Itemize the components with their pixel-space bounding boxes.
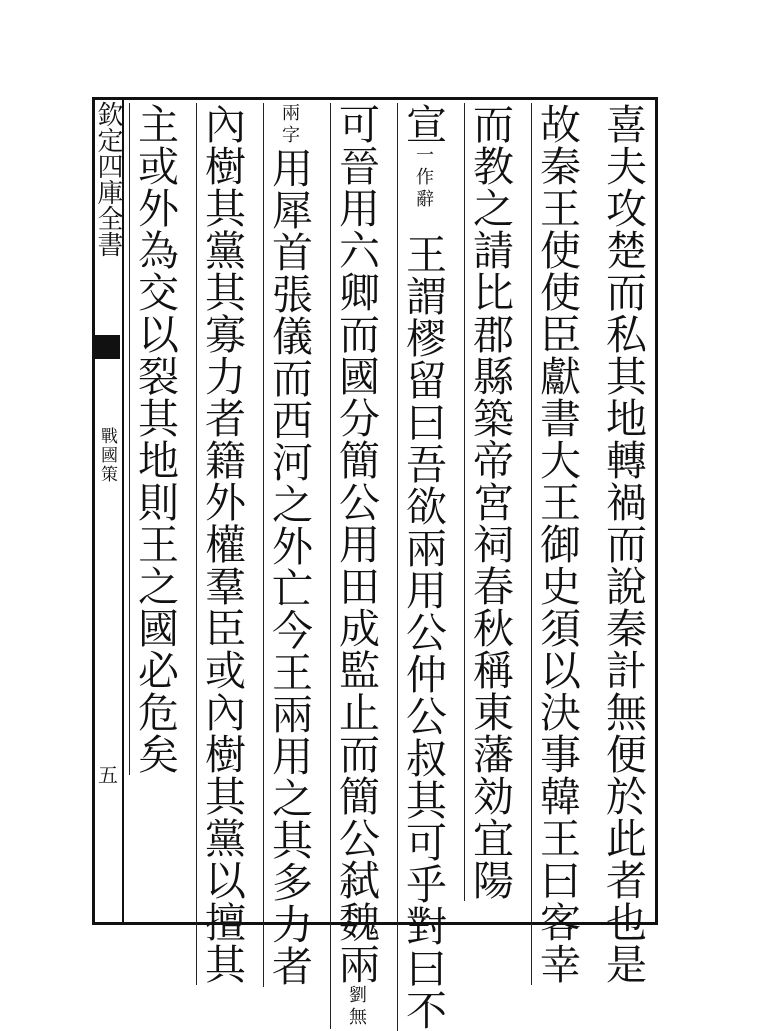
annotation-3b: 字 [279, 125, 300, 147]
column-5-body: 可晉用六卿而國分簡公用田成監止而簡公弑魏兩 [332, 103, 380, 985]
column-4-lead: 宣 [399, 103, 447, 145]
text-column-2: 故秦王使使臣獻書大王御史須以決事韓王曰客幸 [533, 103, 581, 985]
column-6-body: 用犀首張儀而西河之外亡今王兩用之其多力者 [265, 147, 313, 987]
text-column-5 [330, 103, 381, 1029]
annotation-2a: 劉 [346, 985, 367, 1007]
book-title: 欽定四庫全書 [93, 101, 123, 257]
annotation-1b: 辭 [413, 189, 434, 211]
page-number: 五 [98, 763, 118, 787]
annotation-1a: 一作 [413, 145, 434, 189]
text-column-1: 喜夫攻楚而私其地轉禍而說秦計無便於此者也是 [599, 103, 647, 985]
annotation-3a: 兩 [279, 103, 300, 125]
fish-tail-mark [92, 335, 120, 359]
annotation-2b: 無 [346, 1007, 367, 1029]
page-body [92, 97, 658, 1031]
margin-column [92, 97, 124, 925]
annotation-pair-1 [398, 145, 448, 233]
text-column-6 [263, 103, 314, 987]
volume-name: 戰國策 [97, 427, 117, 484]
annotation-pair-2 [331, 985, 381, 1029]
text-column-8: 主或外為交以裂其地則王之國必危矣 [131, 103, 179, 775]
text-column-7: 內樹其黨其寡力者籍外權羣臣或內樹其黨以擅其 [198, 103, 246, 985]
text-column-4 [397, 103, 448, 1031]
text-column-3: 而教之請比郡縣築帝宮祠春秋稱東藩効宜陽 [466, 103, 514, 901]
column-4-body: 王謂樛留曰吾欲兩用公仲公叔其可乎對曰不 [399, 233, 447, 1031]
annotation-pair-3 [264, 103, 314, 147]
